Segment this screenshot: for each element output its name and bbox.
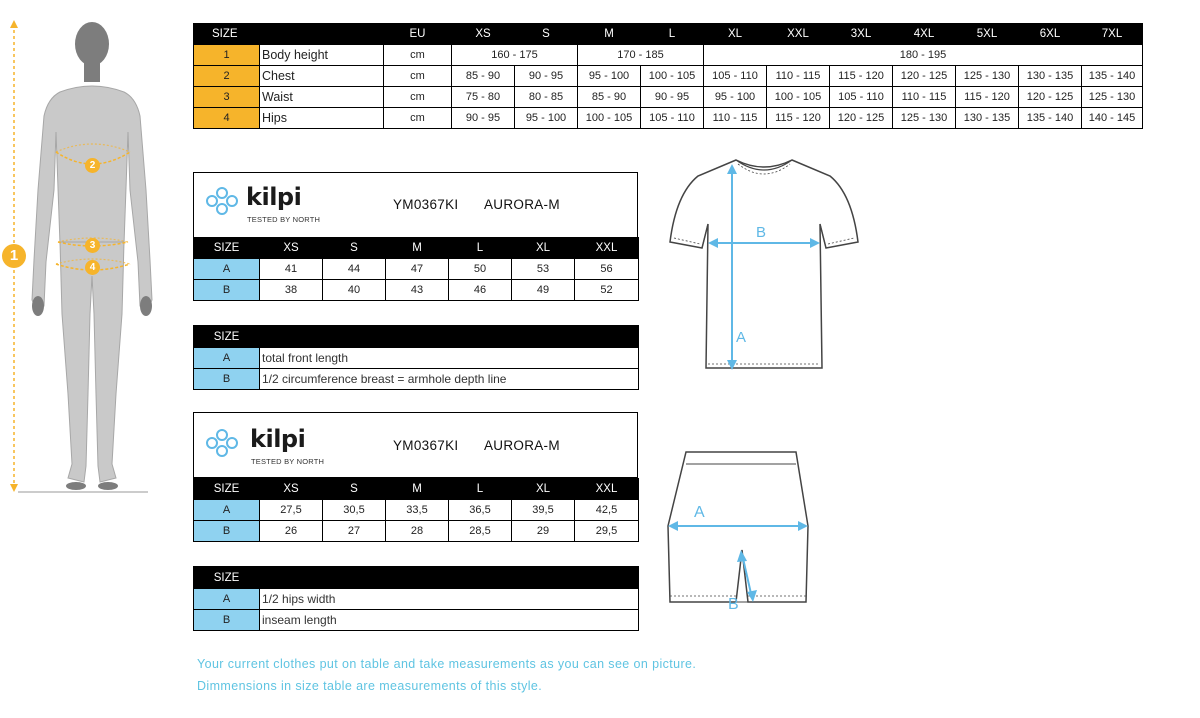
value-cell: 29,5 [575,521,639,542]
value-cell: 100 - 105 [767,87,830,108]
product-model: AURORA-M [484,438,560,453]
footer-note-1: Your current clothes put on table and take measurements as you can see on picture. [197,657,697,671]
product-code: YM0367KI [393,438,459,453]
row-number: 4 [194,108,260,129]
shorts-brand-box [193,412,638,478]
header-cell: XS [260,479,323,500]
value-cell: 27,5 [260,500,323,521]
value-cell: 42,5 [575,500,639,521]
value-cell: 38 [260,280,323,301]
table-row [194,280,639,301]
table-row [194,521,639,542]
value-cell: 120 - 125 [1019,87,1082,108]
shorts-size-table [193,478,639,542]
shorts-legend-header [194,567,639,589]
shorts-label-a: A [694,504,705,521]
row-number: 3 [194,87,260,108]
value-cell: 110 - 115 [893,87,956,108]
row-label: Chest [260,66,384,87]
header-cell: XL [704,24,767,45]
legend-text: 1/2 circumference breast = armhole depth line [260,369,639,390]
value-cell: 125 - 130 [893,108,956,129]
header-cell: M [386,238,449,259]
shorts-legend-table [193,566,639,631]
value-cell: 28 [386,521,449,542]
row-key: A [194,589,260,610]
header-cell: M [578,24,641,45]
row-key: A [194,500,260,521]
header-cell: EU [384,24,452,45]
header-cell: S [323,238,386,259]
header-cell: 3XL [830,24,893,45]
header-cell [260,567,639,589]
value-cell: 95 - 100 [704,87,767,108]
row-label: Hips [260,108,384,129]
value-cell: 100 - 105 [641,66,704,87]
unit-cell: cm [384,66,452,87]
value-cell: 95 - 100 [515,108,578,129]
row-key: B [194,521,260,542]
body-figure [0,14,160,496]
table-row [194,348,639,369]
header-cell: XS [260,238,323,259]
table-row [194,500,639,521]
header-cell [260,24,384,45]
product-model: AURORA-M [484,197,560,212]
marker-1: 1 [2,244,26,268]
value-cell: 105 - 110 [641,108,704,129]
header-cell: XL [512,479,575,500]
brand-tagline: TESTED BY NORTH [251,457,325,466]
brand-name: kilpi [250,425,306,453]
value-cell: 39,5 [512,500,575,521]
legend-text: 1/2 hips width [260,589,639,610]
header-cell: 6XL [1019,24,1082,45]
value-cell: 49 [512,280,575,301]
row-key: B [194,610,260,631]
value-cell: 47 [386,259,449,280]
value-cell: 180 - 195 [704,45,1143,66]
header-cell: M [386,479,449,500]
value-cell: 44 [323,259,386,280]
shorts-icon [664,450,814,618]
value-cell: 75 - 80 [452,87,515,108]
header-cell: XXL [575,479,639,500]
row-number: 1 [194,45,260,66]
value-cell: 46 [449,280,512,301]
tshirt-icon [662,154,866,378]
row-key: B [194,369,260,390]
product-code: YM0367KI [393,197,459,212]
body-size-table [193,23,1143,129]
kilpi-logo-icon [202,427,242,459]
row-number: 2 [194,66,260,87]
tshirt-label-a: A [736,329,747,346]
value-cell: 100 - 105 [578,108,641,129]
value-cell: 105 - 110 [830,87,893,108]
body-table-header [194,24,1143,45]
brand-name: kilpi [246,183,302,211]
value-cell: 85 - 90 [452,66,515,87]
table-row [194,369,639,390]
value-cell: 105 - 110 [704,66,767,87]
unit-cell: cm [384,87,452,108]
shirt-size-table [193,237,639,301]
row-key: A [194,348,260,369]
value-cell: 125 - 130 [956,66,1019,87]
header-cell: XS [452,24,515,45]
value-cell: 27 [323,521,386,542]
value-cell: 26 [260,521,323,542]
value-cell: 29 [512,521,575,542]
value-cell: 90 - 95 [641,87,704,108]
value-cell: 56 [575,259,639,280]
value-cell: 170 - 185 [578,45,704,66]
value-cell: 115 - 120 [956,87,1019,108]
value-cell: 110 - 115 [704,108,767,129]
value-cell: 130 - 135 [1019,66,1082,87]
value-cell: 160 - 175 [452,45,578,66]
value-cell: 140 - 145 [1082,108,1143,129]
value-cell: 90 - 95 [515,66,578,87]
table-row [194,589,639,610]
value-cell: 28,5 [449,521,512,542]
value-cell: 53 [512,259,575,280]
table-row [194,259,639,280]
header-cell: L [641,24,704,45]
marker-4: 4 [85,260,100,275]
shorts-label-b: B [728,596,739,613]
value-cell: 50 [449,259,512,280]
value-cell: 125 - 130 [1082,87,1143,108]
header-cell: L [449,479,512,500]
value-cell: 130 - 135 [956,108,1019,129]
table-row [194,108,1143,129]
tshirt-label-b: B [756,224,767,241]
value-cell: 90 - 95 [452,108,515,129]
value-cell: 95 - 100 [578,66,641,87]
header-cell: L [449,238,512,259]
value-cell: 36,5 [449,500,512,521]
header-cell: SIZE [194,479,260,500]
shorts-table-header [194,479,639,500]
header-cell: SIZE [194,567,260,589]
header-cell [260,326,639,348]
brand-tagline: TESTED BY NORTH [247,215,321,224]
value-cell: 110 - 115 [767,66,830,87]
unit-cell: cm [384,45,452,66]
header-cell: 4XL [893,24,956,45]
value-cell: 115 - 120 [830,66,893,87]
row-key: A [194,259,260,280]
row-label: Body height [260,45,384,66]
shorts-diagram [664,450,814,618]
header-cell: XL [512,238,575,259]
shirt-brand-box [193,172,638,238]
legend-text: total front length [260,348,639,369]
header-cell: S [515,24,578,45]
value-cell: 80 - 85 [515,87,578,108]
header-cell: 5XL [956,24,1019,45]
value-cell: 41 [260,259,323,280]
table-row [194,66,1143,87]
header-cell: 7XL [1082,24,1143,45]
header-cell: XXL [767,24,830,45]
value-cell: 135 - 140 [1082,66,1143,87]
header-cell: SIZE [194,238,260,259]
row-label: Waist [260,87,384,108]
value-cell: 33,5 [386,500,449,521]
footer-note-2: Dimmensions in size table are measurements of this style. [197,679,543,693]
shirt-legend-header [194,326,639,348]
value-cell: 135 - 140 [1019,108,1082,129]
header-cell: SIZE [194,24,260,45]
marker-2: 2 [85,158,100,173]
shirt-table-header [194,238,639,259]
header-cell: SIZE [194,326,260,348]
row-key: B [194,280,260,301]
value-cell: 52 [575,280,639,301]
table-row [194,87,1143,108]
header-cell: XXL [575,238,639,259]
table-row [194,45,1143,66]
value-cell: 120 - 125 [893,66,956,87]
marker-3: 3 [85,238,100,253]
unit-cell: cm [384,108,452,129]
table-row [194,610,639,631]
legend-text: inseam length [260,610,639,631]
header-cell: S [323,479,386,500]
kilpi-logo-icon [202,185,242,217]
value-cell: 30,5 [323,500,386,521]
value-cell: 85 - 90 [578,87,641,108]
value-cell: 40 [323,280,386,301]
value-cell: 115 - 120 [767,108,830,129]
value-cell: 120 - 125 [830,108,893,129]
shirt-legend-table [193,325,639,390]
tshirt-diagram [662,154,866,378]
value-cell: 43 [386,280,449,301]
